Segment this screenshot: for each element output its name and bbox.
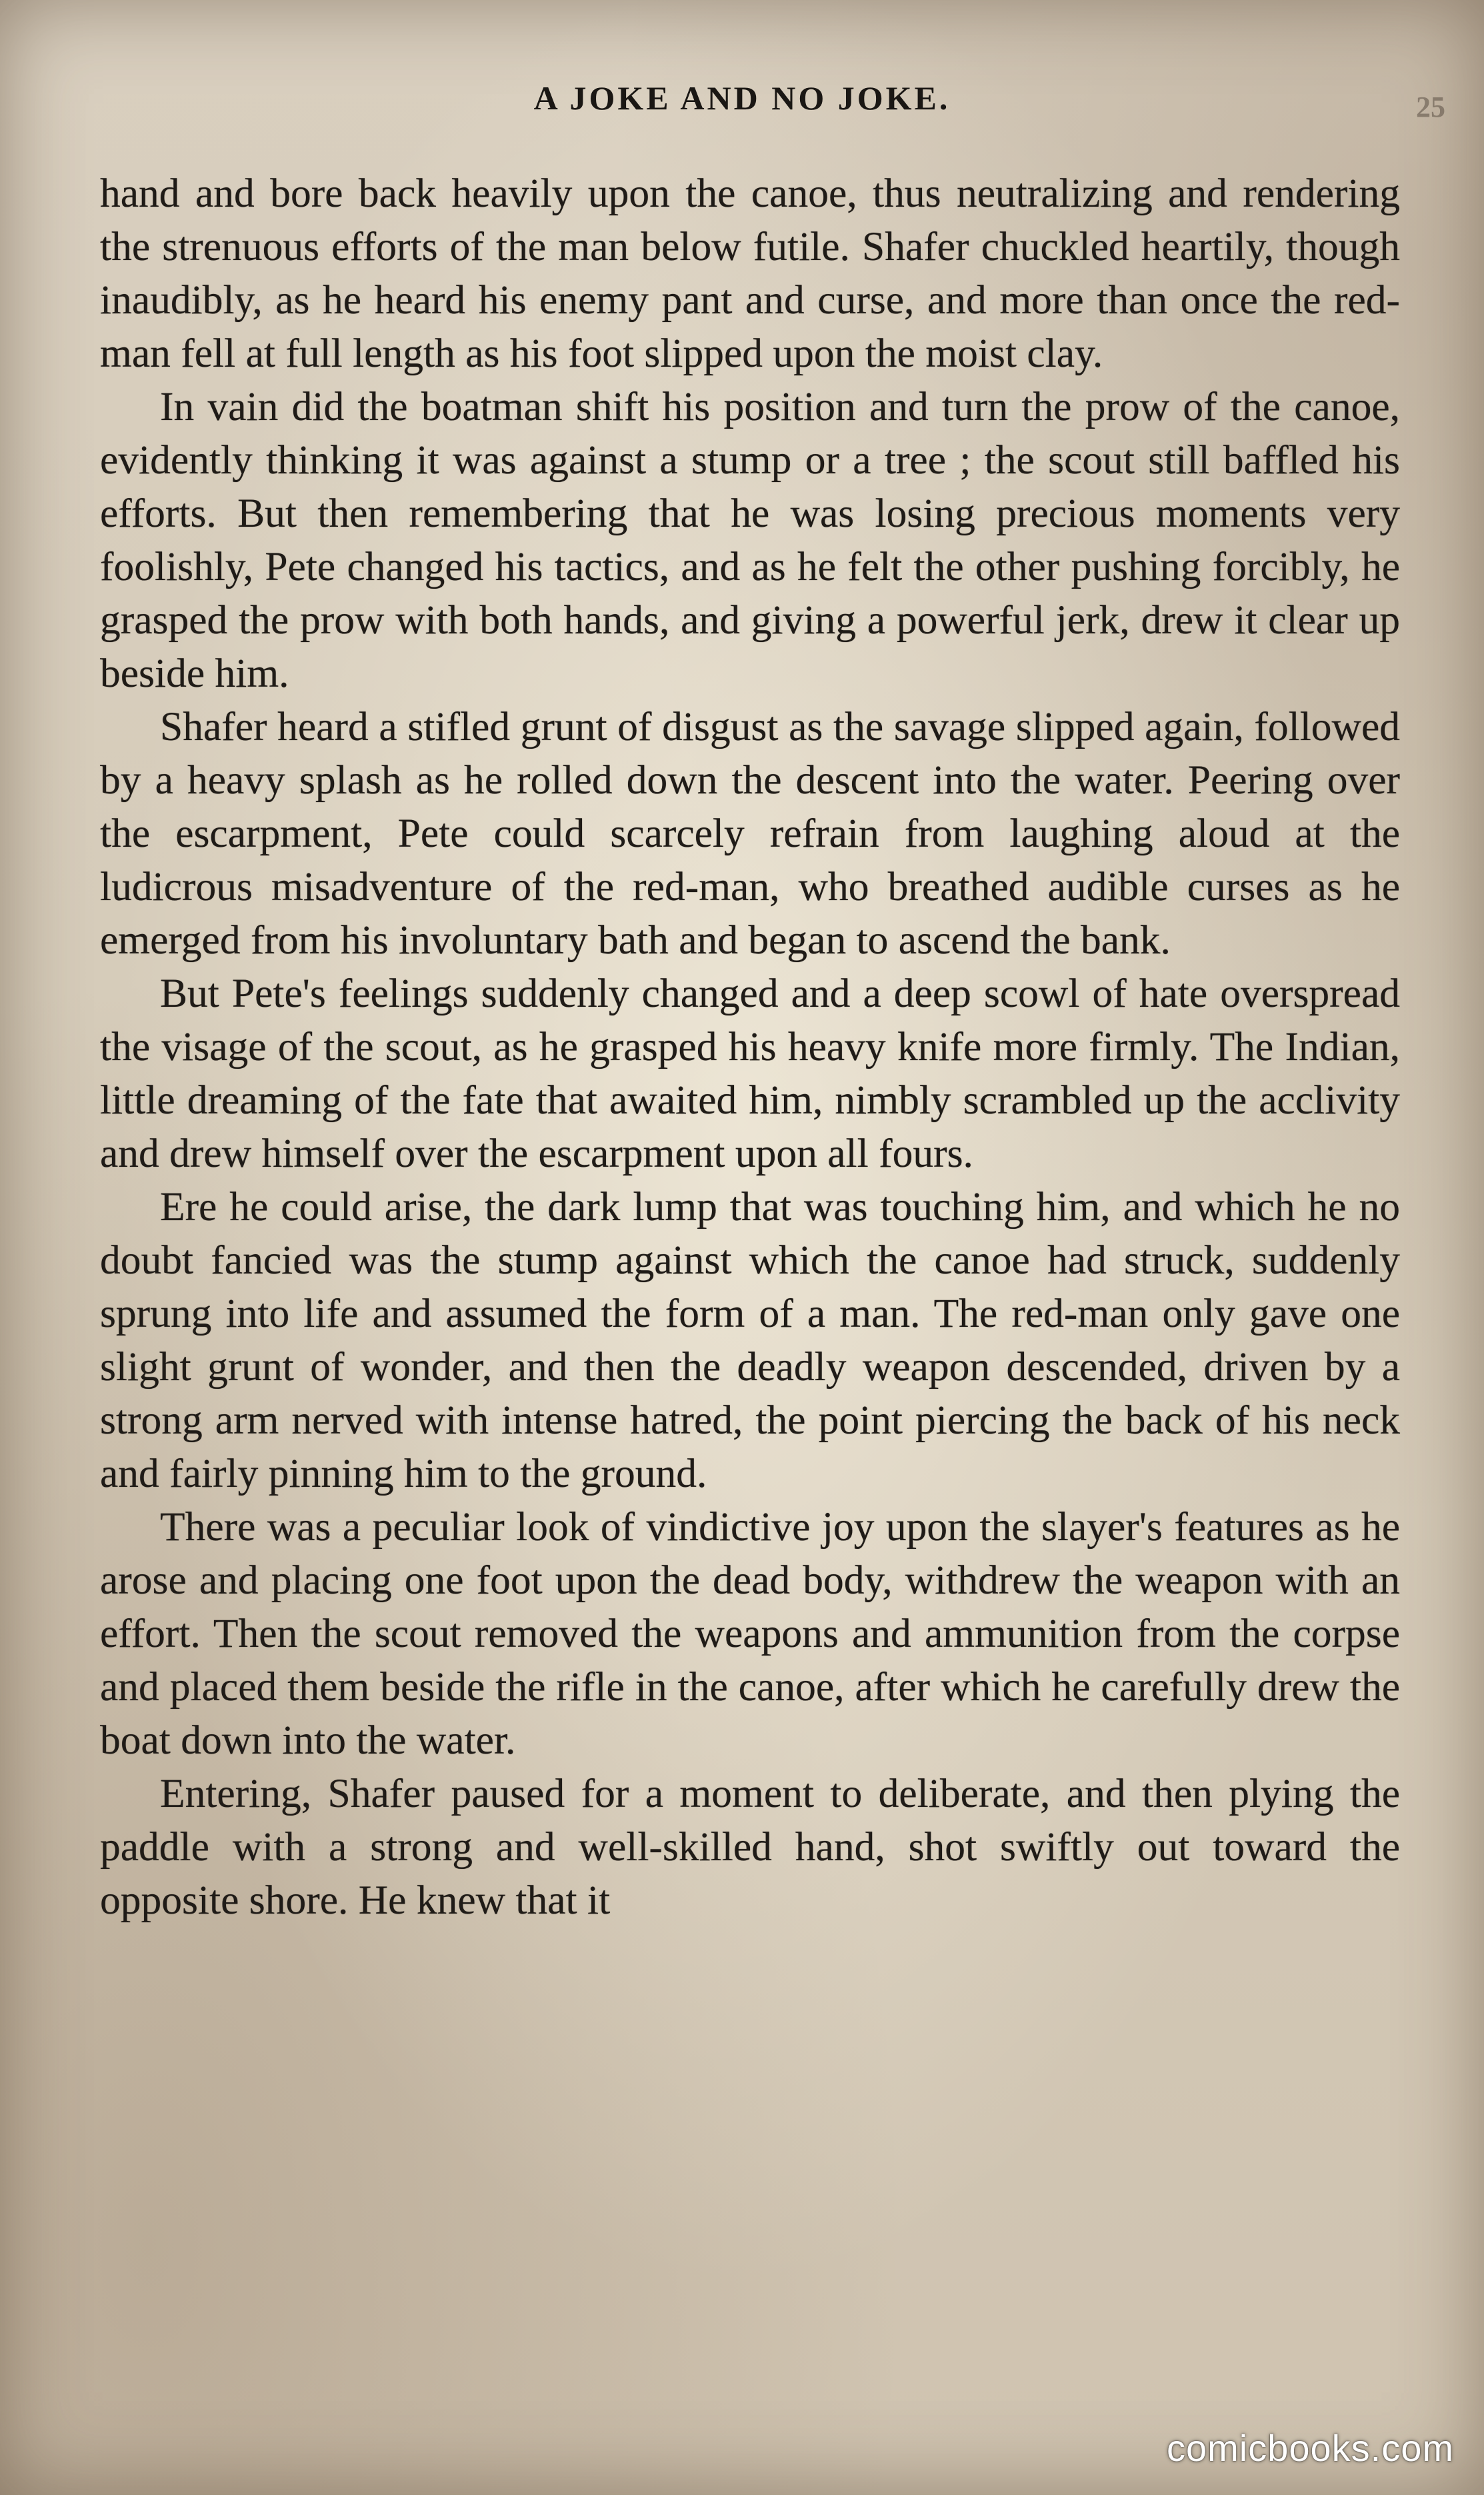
page-number: 25 xyxy=(1416,91,1445,123)
paragraph: There was a peculiar look of vindictive joy upon the slayer's features as he arose and placing one foot upon the dead body, withdrew the weapon with an effort. Then the scout removed the weapons and ammunition from the corpse and placed them beside the rifle in the canoe, after which he carefully drew the boat down into the water. xyxy=(100,1504,1400,1763)
paragraph: Entering, Shafer paused for a moment to deliberate, and then plying the paddle with a strong and well-skilled hand, shot swiftly out toward the opposite shore. He knew that it xyxy=(100,1771,1400,1923)
paragraph: Shafer heard a stifled grunt of disgust as the savage slipped again, followed by a heavy splash as he rolled down the descent into the water. Peering over the escarpment, Pete could scarcely refrain from laughing aloud at the ludicrous misadventure of the red-man, who breathed audible curses as he emerged from his involuntary bath and began to ascend the bank. xyxy=(100,704,1400,963)
paragraph: hand and bore back heavily upon the canoe, thus neutralizing and rendering the strenuous efforts of the man below futile. Shafer chuckled heartily, though inaudibly, as he heard his enemy pant and curse, and more than once the red-man fell at full length as his foot slipped upon the moist clay. xyxy=(100,171,1400,376)
paragraph: Ere he could arise, the dark lump that was touching him, and which he no doubt fancied was the stump against which the canoe had struck, suddenly sprung into life and assumed the form of a man. The red-man only gave one slight grunt of wonder, and then the deadly weapon descended, driven by a strong arm nerved with intense hatred, the point piercing the back of his neck and fairly pinning him to the ground. xyxy=(100,1184,1400,1496)
paragraph: In vain did the boatman shift his position and turn the prow of the canoe, evidently thinking it was against a stump or a tree ; the scout still baffled his efforts. But then remembering that he was losing precious moments very foolishly, Pete changed his tactics, and as he felt the other pushing forcibly, he grasped the prow with both hands, and giving a powerful jerk, drew it clear up beside him. xyxy=(100,384,1400,696)
paragraph: But Pete's feelings suddenly changed and a deep scowl of hate overspread the visage of the scout, as he grasped his heavy knife more firmly. The Indian, little dreaming of the fate that awaited him, nimbly scrambled up the acclivity and drew himself over the escarpment upon all fours. xyxy=(100,971,1400,1176)
body-text xyxy=(100,167,1400,1927)
running-head: A JOKE AND NO JOKE. xyxy=(533,79,951,117)
watermark: comicbooks.com xyxy=(1166,2427,1454,2469)
